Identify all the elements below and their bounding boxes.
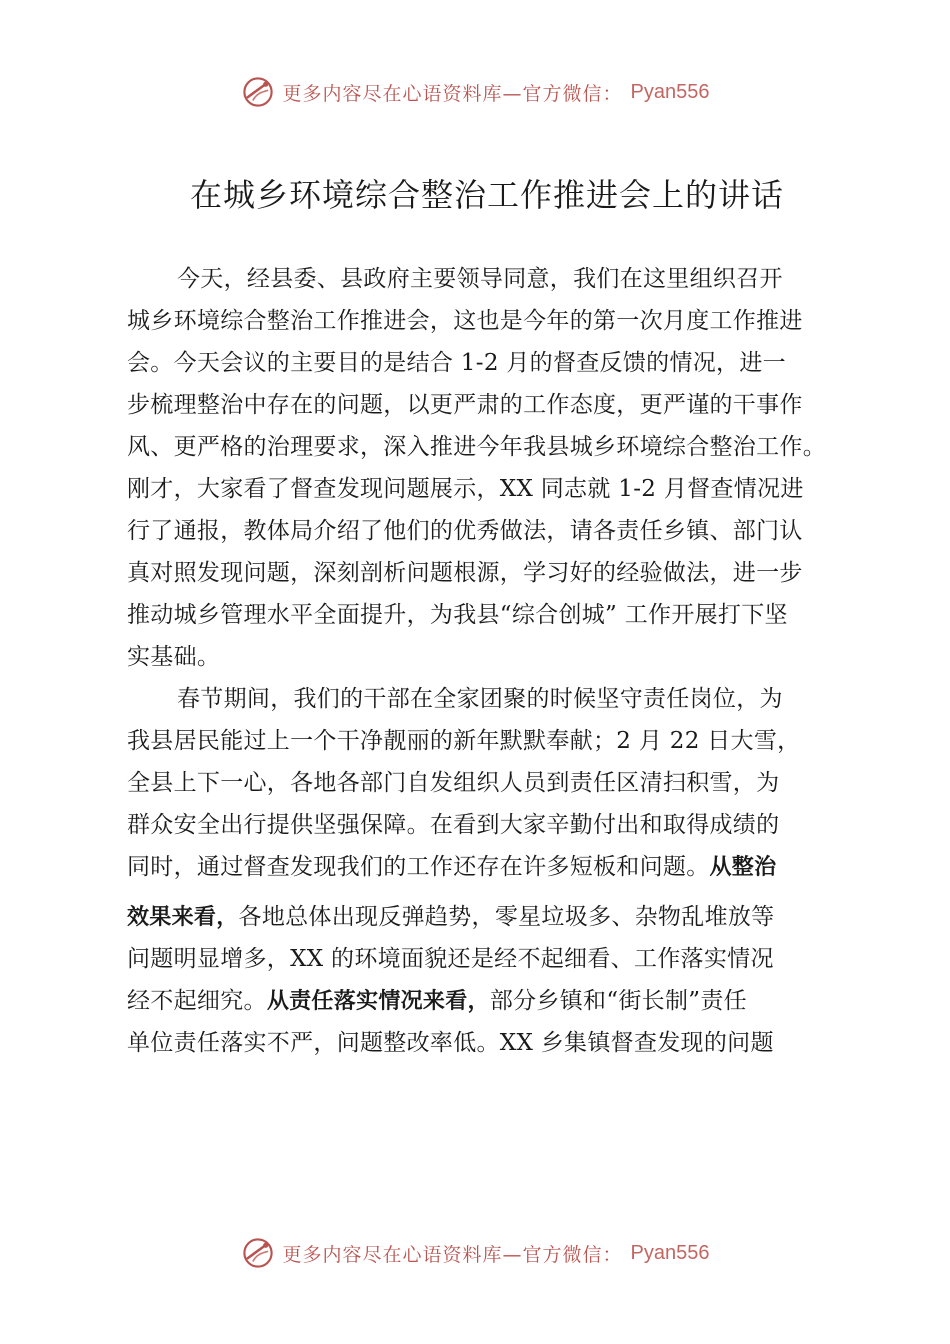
paragraph-line: 问题明显增多，XX 的环境面貌还是经不起细看、工作落实情况 bbox=[127, 946, 774, 972]
paragraph-line: 行了通报，教体局介绍了他们的优秀做法，请各责任乡镇、部门认 bbox=[127, 518, 803, 544]
document-title: 在城乡环境综合整治工作推进会上的讲话 bbox=[190, 176, 785, 214]
library-logo-icon bbox=[241, 1236, 275, 1270]
watermark-text: 更多内容尽在心语资料库—官方微信： bbox=[282, 1243, 623, 1266]
watermark-wechat-id: Pyan556 bbox=[630, 1241, 710, 1264]
paragraph-line: 推动城乡管理水平全面提升，为我县“综合创城” 工作开展打下坚 bbox=[127, 602, 788, 628]
line-text: 同时，通过督查发现我们的工作还存在许多短板和问题。 bbox=[127, 854, 710, 880]
paragraph-line: 全县上下一心，各地各部门自发组织人员到责任区清扫积雪，为 bbox=[127, 770, 780, 796]
paragraph-line: 风、更严格的治理要求，深入推进今年我县城乡环境综合整治工作。 bbox=[127, 434, 826, 460]
paragraph-line: 单位责任落实不严，问题整改率低。XX 乡集镇督查发现的问题 bbox=[127, 1030, 774, 1056]
line-text: 各地总体出现反弹趋势，零星垃圾多、杂物乱堆放等 bbox=[238, 904, 775, 930]
paragraph-line: 真对照发现问题，深刻剖析问题根源，学习好的经验做法，进一步 bbox=[127, 560, 803, 586]
watermark-wechat-id: Pyan556 bbox=[630, 80, 710, 103]
line-text: 经不起细究。 bbox=[127, 988, 267, 1014]
line-text: 部分乡镇和“街长制”责任 bbox=[489, 988, 747, 1014]
watermark-footer bbox=[0, 1233, 950, 1273]
emphasis-text: 从责任落实情况来看， bbox=[266, 989, 490, 1014]
paragraph-line bbox=[127, 896, 847, 938]
watermark-header bbox=[0, 72, 950, 112]
emphasis-text: 从整治 bbox=[709, 855, 777, 880]
paragraph-line: 今天，经县委、县政府主要领导同意，我们在这里组织召开 bbox=[177, 266, 783, 292]
paragraph-line bbox=[127, 846, 847, 888]
document-body bbox=[127, 258, 847, 1064]
watermark-text: 更多内容尽在心语资料库—官方微信： bbox=[282, 82, 623, 105]
paragraph-line: 春节期间，我们的干部在全家团聚的时候坚守责任岗位，为 bbox=[177, 686, 783, 712]
paragraph-line: 我县居民能过上一个干净靓丽的新年默默奉献；2 月 22 日大雪， bbox=[127, 728, 801, 754]
paragraph-line: 会。今天会议的主要目的是结合 1-2 月的督查反馈的情况，进一 bbox=[127, 350, 786, 376]
paragraph-line: 群众安全出行提供坚强保障。在看到大家辛勤付出和取得成绩的 bbox=[127, 812, 780, 838]
paragraph-line: 刚才，大家看了督查发现问题展示，XX 同志就 1-2 月督查情况进 bbox=[127, 476, 804, 502]
paragraph-line: 实基础。 bbox=[127, 644, 221, 670]
library-logo-icon bbox=[241, 75, 275, 109]
paragraph-line: 步梳理整治中存在的问题，以更严肃的工作态度，更严谨的干事作 bbox=[127, 392, 803, 418]
paragraph-line bbox=[127, 980, 847, 1022]
emphasis-text: 效果来看， bbox=[127, 905, 239, 930]
paragraph-line: 城乡环境综合整治工作推进会，这也是今年的第一次月度工作推进 bbox=[127, 308, 803, 334]
